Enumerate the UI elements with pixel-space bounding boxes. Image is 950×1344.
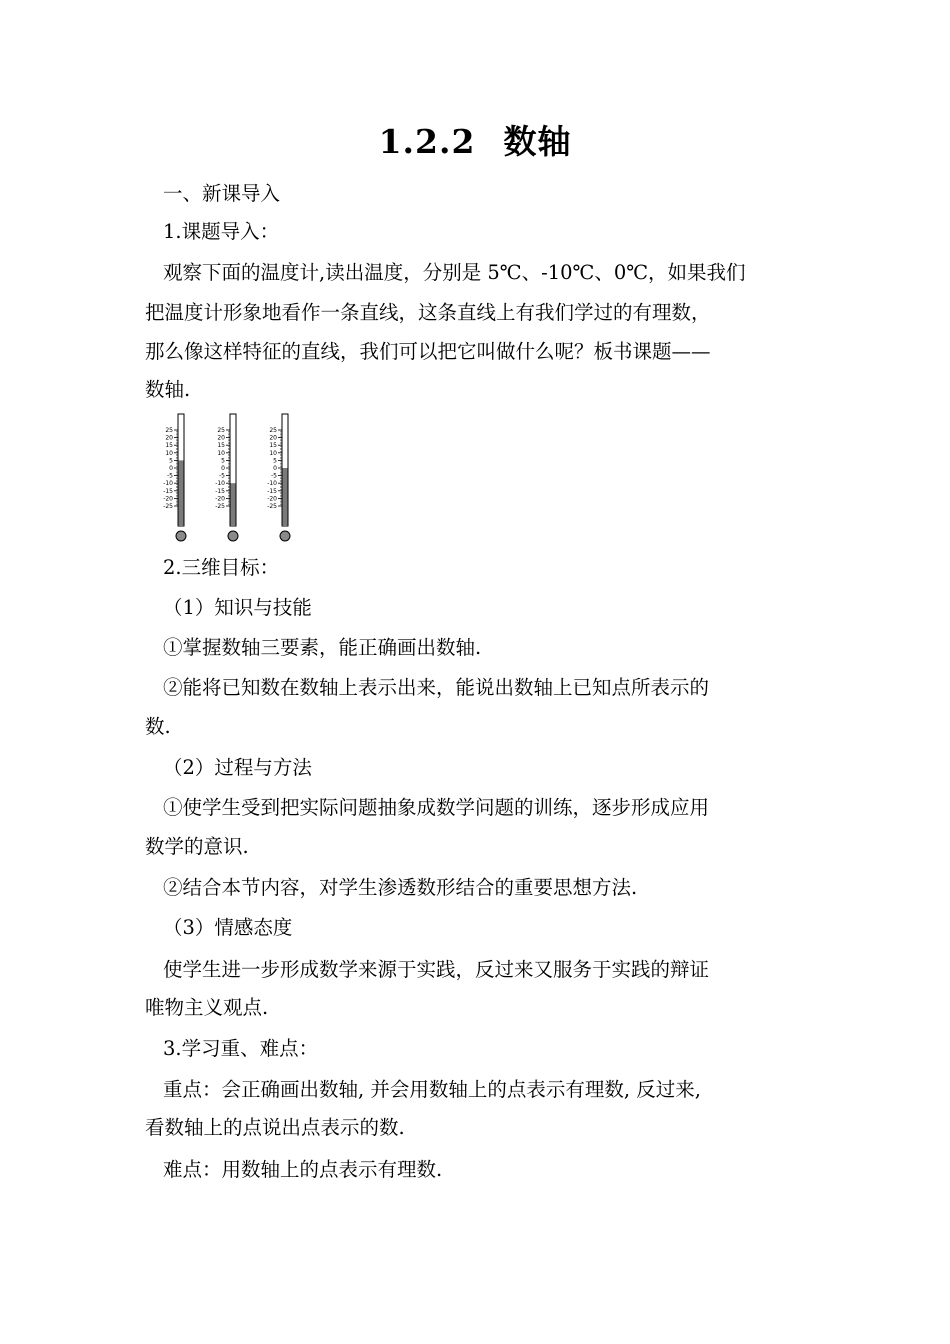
scale-label: -15 xyxy=(267,487,277,495)
scale-label: 5 xyxy=(273,457,277,465)
thermometer-figure xyxy=(150,408,310,546)
scale-label: 10 xyxy=(217,449,225,457)
scale-label: -25 xyxy=(267,503,277,510)
intro-line-2: 把温度计形象地看作一条直线，这条直线上有我们学过的有理数， xyxy=(145,301,711,324)
scale-label: 10 xyxy=(269,449,277,457)
goal-knowledge-item-2-line-1: ②能将已知数在数轴上表示出来，能说出数轴上已知点所表示的 xyxy=(163,676,710,699)
scale-label: 25 xyxy=(165,427,173,434)
scale-label: -15 xyxy=(215,487,225,495)
goal-emotion-line-1: 使学生进一步形成数学来源于实践，反过来又服务于实践的辩证 xyxy=(163,958,710,981)
thermometer-mercury xyxy=(283,468,288,526)
heading-new-lesson: 一、新课导入 xyxy=(163,182,281,205)
intro-line-3: 那么像这样特征的直线，我们可以把它叫做什么呢？板书课题—— xyxy=(145,340,711,363)
thermometer-mercury xyxy=(231,483,236,526)
goal-process-item-1-line-2: 数学的意识. xyxy=(145,835,249,858)
scale-label: -25 xyxy=(163,503,173,510)
scale-label: 20 xyxy=(217,434,225,442)
scale-label: -10 xyxy=(163,480,173,488)
heading-key-difficult: 3.学习重、难点： xyxy=(163,1037,319,1060)
section-number: 1.2.2 xyxy=(378,122,476,161)
scale-label: -5 xyxy=(219,472,225,480)
section-name: 数轴 xyxy=(503,122,572,161)
scale-label: -10 xyxy=(215,480,225,488)
goal-process-item-1-line-1: ①使学生受到把实际问题抽象成数学问题的训练，逐步形成应用 xyxy=(163,796,710,819)
scale-label: -20 xyxy=(267,495,277,503)
thermometer-mercury xyxy=(179,460,184,526)
intro-line-4: 数轴. xyxy=(145,378,191,401)
heading-topic-intro: 1.课题导入： xyxy=(163,220,280,243)
page-title xyxy=(0,116,950,163)
scale-label: 20 xyxy=(165,434,173,442)
scale-label: 0 xyxy=(169,465,173,472)
goal-emotion-title: （3）情感态度 xyxy=(163,916,293,939)
goal-process-title: （2）过程与方法 xyxy=(163,756,312,779)
goal-knowledge-title: （1）知识与技能 xyxy=(163,596,312,619)
scale-label: 10 xyxy=(165,449,173,457)
scale-label: 0 xyxy=(221,465,225,472)
difficulty-point: 难点：用数轴上的点表示有理数. xyxy=(163,1158,443,1181)
thermometer-bulb xyxy=(228,531,238,541)
scale-label: -5 xyxy=(167,472,173,480)
goal-knowledge-item-2-line-2: 数. xyxy=(145,715,171,738)
key-point-line-1: 重点：会正确画出数轴, 并会用数轴上的点表示有理数, 反过来, xyxy=(163,1078,701,1101)
goal-emotion-line-2: 唯物主义观点. xyxy=(145,996,269,1019)
scale-label: 0 xyxy=(273,465,277,472)
scale-label: -15 xyxy=(163,487,173,495)
intro-line-1: 观察下面的温度计,读出温度，分别是 5℃、-10℃、0℃，如果我们 xyxy=(163,261,746,284)
scale-label: -25 xyxy=(215,503,225,510)
scale-label: -20 xyxy=(163,495,173,503)
heading-three-goals: 2.三维目标： xyxy=(163,556,280,579)
scale-label: -20 xyxy=(215,495,225,503)
scale-label: 25 xyxy=(269,427,277,434)
scale-label: 5 xyxy=(169,457,173,465)
goal-knowledge-item-1: ①掌握数轴三要素，能正确画出数轴. xyxy=(163,636,482,659)
thermometer-svg xyxy=(150,408,310,546)
scale-label: 20 xyxy=(269,434,277,442)
scale-label: 15 xyxy=(217,442,225,450)
goal-process-item-2: ②结合本节内容，对学生渗透数形结合的重要思想方法. xyxy=(163,876,638,899)
scale-label: 25 xyxy=(217,427,225,434)
scale-label: -5 xyxy=(271,472,277,480)
thermometer-bulb xyxy=(176,531,186,541)
thermometer-bulb xyxy=(280,531,290,541)
scale-label: 5 xyxy=(221,457,225,465)
scale-label: -10 xyxy=(267,480,277,488)
scale-label: 15 xyxy=(269,442,277,450)
scale-label: 15 xyxy=(165,442,173,450)
key-point-line-2: 看数轴上的点说出点表示的数. xyxy=(145,1116,405,1139)
